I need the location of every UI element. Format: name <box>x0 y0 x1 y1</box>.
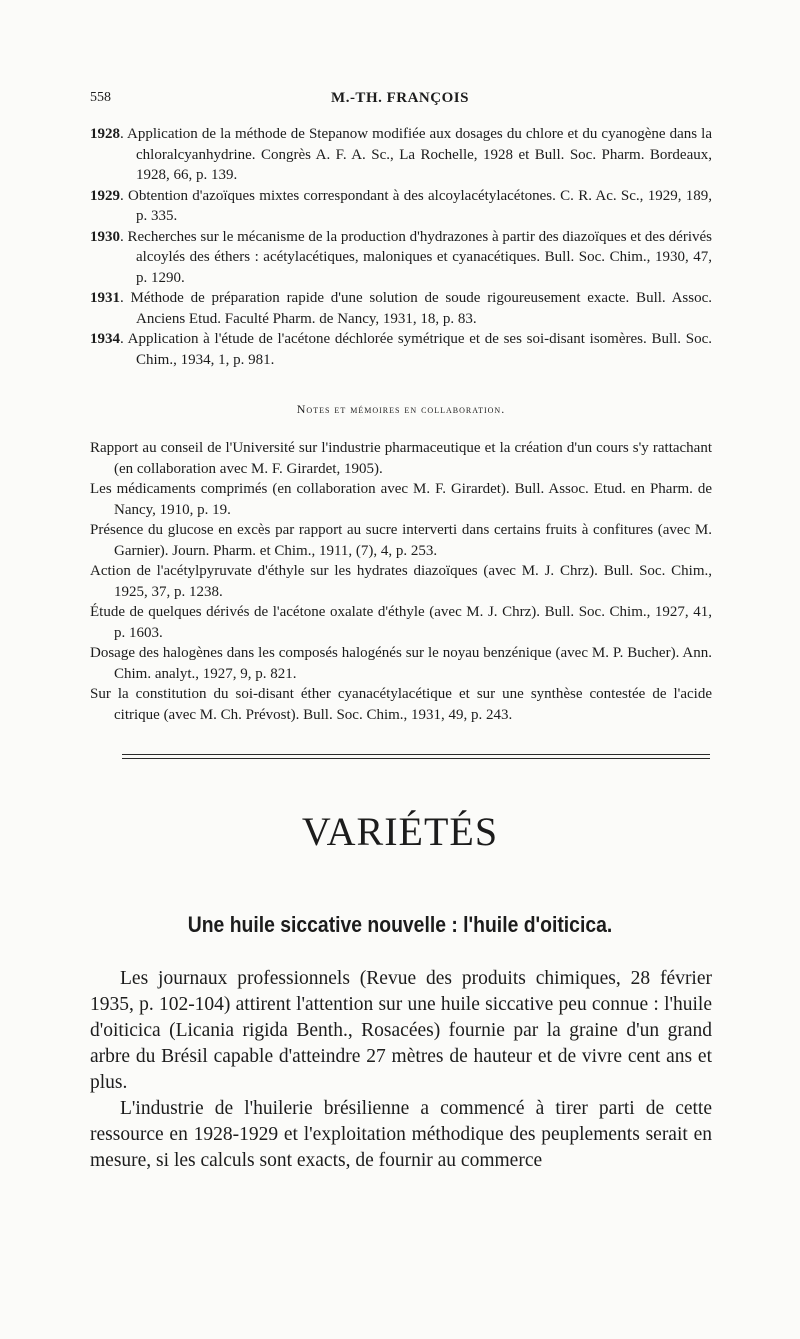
section-divider <box>122 754 710 755</box>
note-entry: Les médicaments comprimés (en collaboration avec M. F. Girardet). Bull. Assoc. Etud. en Pharm. de Nancy, 1910, p. 19. <box>90 481 712 518</box>
biblio-year: 1931 <box>90 290 120 306</box>
note-entry: Étude de quelques dérivés de l'acétone oxalate d'éthyle (avec M. J. Chrz). Bull. Soc. Chim., 1927, 41, p. 1603. <box>90 604 712 641</box>
page-number: 558 <box>90 90 111 105</box>
note-entry: Action de l'acétylpyruvate d'éthyle sur les hydrates diazoïques (avec M. J. Chrz). Bull. Soc. Chim., 1925, 37, p. 1238. <box>90 563 712 600</box>
biblio-year: 1930 <box>90 228 120 245</box>
section-title: VARIÉTÉS <box>301 809 499 854</box>
biblio-year: 1929 <box>90 187 120 204</box>
biblio-text: . Application de la méthode de Stepanow modifiée aux dosages du chlore et du cyanogène dans la chloralcyanhydrine. Congrès A. F. A. Sc., La Rochelle, 1928 et Bull. Soc. Pharm. Bordeaux, 1928, 66, p. 139. <box>120 126 712 183</box>
biblio-text: . Recherches sur le mécanisme de la production d'hydrazones à partir des diazoïques et des dérivés alcoylés des éthers : acétylacétiques, maloniques et cyanacétiques. Bull. Soc. Chim., 1930, 47, p. 1290. <box>120 228 712 286</box>
note-entry: Sur la constitution du soi-disant éther cyanacétylacétique et sur une synthèse contestée de l'acide citrique (avec M. Ch. Prévost). Bull. Soc. Chim., 1931, 49, p. 243. <box>90 686 712 723</box>
article-body <box>90 966 712 1174</box>
biblio-entry <box>90 288 712 329</box>
biblio-entry <box>90 329 712 370</box>
running-head: M.-TH. FRANÇOIS <box>331 90 469 106</box>
notes-list <box>90 438 712 725</box>
body-paragraph: Les journaux professionnels (Revue des produits chimiques, 28 février 1935, p. 102-104) attirent l'attention sur une huile siccative peu connue : l'huile d'oiticica (Licania rigida Benth., Rosacées) fournie par la graine d'un grand arbre du Brésil capable d'atteindre 27 mètres de hauteur et de vivre cent ans et plus. <box>90 968 712 1093</box>
biblio-text: . Application à l'étude de l'acétone déchlorée symétrique et de ses soi-disant isomères. Bull. Soc. Chim., 1934, 1, p. 981. <box>120 331 712 368</box>
article-title: Une huile siccative nouvelle : l'huile d'oiticica. <box>187 912 613 937</box>
page-header <box>90 90 710 112</box>
biblio-text: . Obtention d'azoïques mixtes correspondant à des alcoylacétylacétones. C. R. Ac. Sc., 1929, 189, p. 335. <box>120 187 712 224</box>
biblio-entry <box>90 124 712 186</box>
note-entry: Dosage des halogènes dans les composés halogénés sur le noyau benzénique (avec M. P. Bucher). Ann. Chim. analyt., 1927, 9, p. 821. <box>90 645 712 682</box>
bibliography-list <box>90 124 712 370</box>
biblio-year: 1934 <box>90 331 120 347</box>
note-entry: Rapport au conseil de l'Université sur l'industrie pharmaceutique et la création d'un cours s'y rattachant (en collaboration avec M. F. Girardet, 1905). <box>90 440 712 477</box>
body-paragraph: L'industrie de l'huilerie brésilienne a commencé à tirer parti de cette ressource en 1928-1929 et l'exploitation méthodique des peuplements serait en mesure, si les calculs sont exacts, de fournir au commerce <box>90 1098 712 1171</box>
section-divider <box>122 758 710 759</box>
biblio-text: . Méthode de préparation rapide d'une solution de soude rigoureusement exacte. Bull. Assoc. Anciens Etud. Faculté Pharm. de Nancy, 1931, 18, p. 83. <box>120 290 712 327</box>
biblio-year: 1928 <box>90 126 120 142</box>
notes-section-title: Notes et mémoires en collaboration. <box>296 402 506 416</box>
biblio-entry <box>90 186 712 227</box>
note-entry: Présence du glucose en excès par rapport au sucre interverti dans certains fruits à confitures (avec M. Garnier). Journ. Pharm. et Chim., 1911, (7), 4, p. 253. <box>90 522 712 559</box>
biblio-entry <box>90 227 712 289</box>
